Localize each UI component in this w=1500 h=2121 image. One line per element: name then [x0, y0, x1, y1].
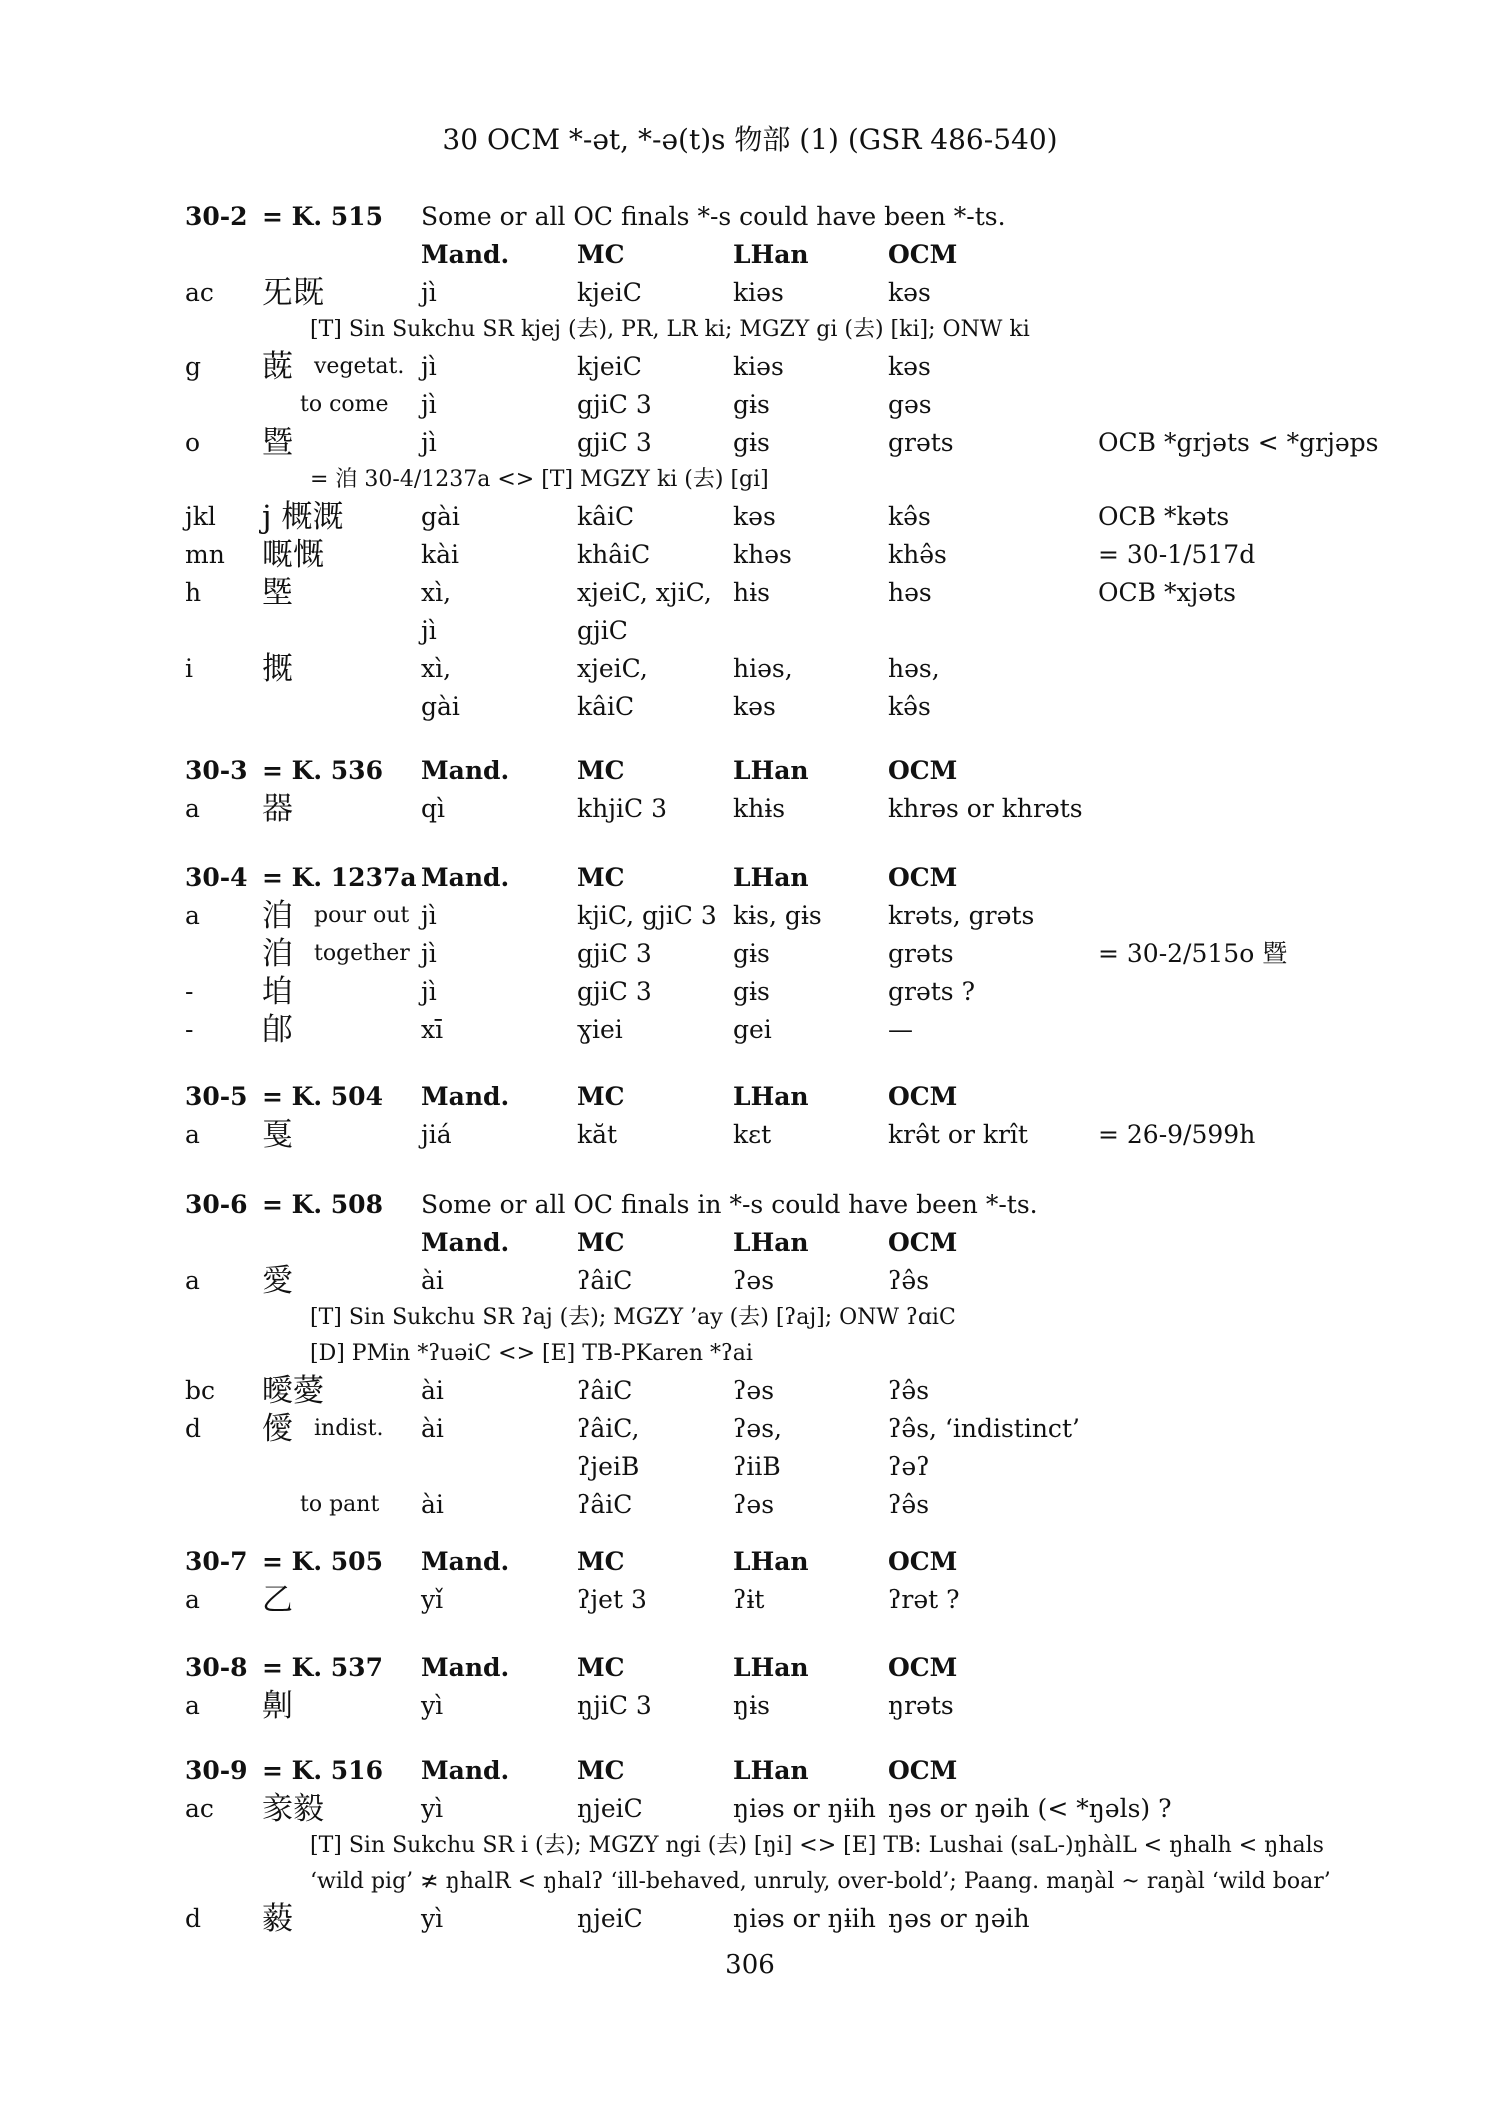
karlgren-reference: = K. 504 [262, 1082, 383, 1111]
entry-row [0, 498, 1500, 536]
column-header: MC [577, 1228, 625, 1257]
group-number: 30-6 [185, 1190, 248, 1219]
later-han-reading: ŋiəs or ŋɨih [733, 1904, 876, 1933]
mandarin-reading: jì [421, 977, 437, 1006]
old-chinese-reading: ŋrəts [888, 1691, 954, 1720]
group-intro: Some or all OC finals *-s could have been *-ts. [421, 202, 1006, 231]
mandarin-reading: yì [421, 1691, 444, 1720]
mandarin-reading: ài [421, 1376, 444, 1405]
entry-letter: ac [185, 1794, 214, 1823]
column-header: LHan [733, 863, 809, 892]
etymology-note [0, 1828, 1500, 1864]
karlgren-reference: = K. 1237a [262, 863, 417, 892]
column-header: Mand. [421, 1653, 510, 1682]
etymology-note [0, 1864, 1500, 1900]
entry-letter: a [185, 901, 200, 930]
later-han-reading: ʔəs [733, 1266, 775, 1295]
entry-letter: a [185, 1585, 200, 1614]
old-chinese-reading: krə̂t or krît [888, 1120, 1028, 1149]
later-han-reading: gei [733, 1015, 772, 1044]
group-heading [0, 859, 1500, 897]
gloss: vegetat. [314, 354, 405, 379]
character: j 概溉 [262, 499, 344, 535]
page-number: 306 [725, 1950, 775, 1980]
old-chinese-reading: ŋəs or ŋəih (< *ŋəls) ? [888, 1794, 1172, 1823]
mandarin-reading: ài [421, 1490, 444, 1519]
mandarin-reading: xì, [421, 578, 452, 607]
entry-row [0, 1900, 1500, 1938]
entry-letter: i [185, 654, 193, 683]
column-header: MC [577, 1653, 625, 1682]
note-text: ‘wild pig’ ≭ ŋhalR < ŋhalʔ ‘ill-behaved, unruly, over-bold’; Paang. maŋàl ~ raŋàl ‘wild boar’ [310, 1869, 1331, 1894]
old-chinese-reading: khrəs or khrəts [888, 794, 1083, 823]
character: 洎 [262, 936, 293, 972]
middle-chinese-reading: kjiC, gjiC 3 [577, 901, 717, 930]
later-han-reading: ʔəs [733, 1490, 775, 1519]
group-heading [0, 1752, 1500, 1790]
middle-chinese-reading: ʔjet 3 [577, 1585, 647, 1614]
entry-row [0, 536, 1500, 574]
mandarin-reading: jì [421, 278, 437, 307]
entry-group [0, 1186, 1500, 1524]
later-han-reading: gɨs [733, 939, 770, 968]
karlgren-reference: = K. 505 [262, 1547, 383, 1576]
later-han-reading: hiəs, [733, 654, 793, 683]
cross-reference: OCB *xjəts [1098, 578, 1236, 607]
middle-chinese-reading: gjiC 3 [577, 428, 652, 457]
cross-reference: OCB *grjəts < *grjəps [1098, 428, 1379, 457]
entry-row [0, 790, 1500, 828]
character: 器 [262, 791, 293, 827]
entry-letter: a [185, 794, 200, 823]
later-han-reading: kɨs, gɨs [733, 901, 822, 930]
gloss: together [314, 941, 410, 966]
group-heading [0, 1543, 1500, 1581]
old-chinese-reading: ʔə̂s [888, 1266, 930, 1295]
later-han-reading: khəs [733, 540, 792, 569]
mandarin-reading: jì [421, 616, 437, 645]
entry-row [0, 1011, 1500, 1049]
mandarin-reading: yì [421, 1794, 444, 1823]
column-header: Mand. [421, 863, 510, 892]
entry-row [0, 935, 1500, 973]
entry-group [0, 1078, 1500, 1154]
old-chinese-reading: kəs [888, 278, 931, 307]
old-chinese-reading: kə̂s [888, 692, 931, 721]
mandarin-reading: xī [421, 1015, 444, 1044]
later-han-reading: ʔəs [733, 1376, 775, 1405]
entry-group [0, 859, 1500, 1049]
column-header: Mand. [421, 756, 510, 785]
note-text: [T] Sin Sukchu SR ʔaj (去); MGZY ’ay (去) [ʔaj]; ONW ʔɑiC [310, 1305, 956, 1330]
character: 乙 [262, 1582, 293, 1618]
entry-row [0, 424, 1500, 462]
entry-row [0, 1790, 1500, 1828]
entry-row [0, 574, 1500, 612]
column-header: MC [577, 240, 625, 269]
karlgren-reference: = K. 508 [262, 1190, 383, 1219]
middle-chinese-reading: kâiC [577, 502, 635, 531]
old-chinese-reading: krəts, grəts [888, 901, 1035, 930]
middle-chinese-reading: ɣiei [577, 1015, 623, 1044]
column-header: LHan [733, 240, 809, 269]
middle-chinese-reading: ŋjeiC [577, 1904, 643, 1933]
entry-row [0, 1448, 1500, 1486]
mandarin-reading: kài [421, 540, 460, 569]
old-chinese-reading: grəts [888, 428, 954, 457]
middle-chinese-reading: khjiC 3 [577, 794, 667, 823]
entry-letter: d [185, 1904, 202, 1933]
entry-letter: - [185, 1015, 194, 1044]
group-heading [0, 1649, 1500, 1687]
entry-row [0, 386, 1500, 424]
old-chinese-reading: khə̂s [888, 540, 947, 569]
later-han-reading: ʔiiB [733, 1452, 781, 1481]
old-chinese-reading: gəs [888, 390, 932, 419]
etymology-note [0, 312, 1500, 348]
mandarin-reading: yì [421, 1904, 444, 1933]
group-heading [0, 1186, 1500, 1224]
old-chinese-reading: ʔə̂s [888, 1490, 930, 1519]
column-header: LHan [733, 1653, 809, 1682]
middle-chinese-reading: kăt [577, 1120, 618, 1149]
entry-letter: - [185, 977, 194, 1006]
old-chinese-reading: kə̂s [888, 502, 931, 531]
middle-chinese-reading: kjeiC [577, 352, 642, 381]
mandarin-reading: jiá [421, 1120, 452, 1149]
middle-chinese-reading: gjiC 3 [577, 977, 652, 1006]
entry-row [0, 973, 1500, 1011]
mandarin-reading: qì [421, 794, 445, 823]
group-number: 30-7 [185, 1547, 248, 1576]
middle-chinese-reading: ʔjeiB [577, 1452, 640, 1481]
column-header: OCM [888, 1228, 958, 1257]
middle-chinese-reading: ʔâiC [577, 1266, 633, 1295]
middle-chinese-reading: xjeiC, [577, 654, 648, 683]
middle-chinese-reading: kâiC [577, 692, 635, 721]
column-header: MC [577, 1082, 625, 1111]
old-chinese-reading: grəts [888, 939, 954, 968]
later-han-reading: kiəs [733, 352, 784, 381]
character: 暨 [262, 425, 293, 461]
old-chinese-reading: həs, [888, 654, 940, 683]
etymology-note [0, 462, 1500, 498]
column-header: MC [577, 1756, 625, 1785]
entry-letter: bc [185, 1376, 216, 1405]
mandarin-reading: yǐ [421, 1585, 444, 1614]
later-han-reading: ʔəs, [733, 1414, 782, 1443]
gloss: to pant [300, 1492, 380, 1517]
column-header: OCM [888, 1082, 958, 1111]
middle-chinese-reading: khâiC [577, 540, 651, 569]
column-header: Mand. [421, 1756, 510, 1785]
entry-row [0, 348, 1500, 386]
old-chinese-reading: ŋəs or ŋəih [888, 1904, 1030, 1933]
later-han-reading: khɨs [733, 794, 786, 823]
mandarin-reading: ài [421, 1266, 444, 1295]
note-text: [T] Sin Sukchu SR kjej (去), PR, LR ki; MGZY gi (去) [ki]; ONW ki [310, 317, 1030, 342]
column-header: OCM [888, 1756, 958, 1785]
character: 愛 [262, 1263, 293, 1299]
entry-row [0, 1486, 1500, 1524]
character: 郋 [262, 1012, 293, 1048]
entry-letter: a [185, 1691, 200, 1720]
cross-reference: = 30-2/515o 暨 [1098, 939, 1288, 968]
etymology-note [0, 1336, 1500, 1372]
etymology-note [0, 1300, 1500, 1336]
group-number: 30-4 [185, 863, 248, 892]
cross-reference: = 30-1/517d [1098, 540, 1256, 569]
middle-chinese-reading: ʔâiC [577, 1490, 633, 1519]
gloss: pour out [314, 903, 410, 928]
old-chinese-reading: ʔəʔ [888, 1452, 930, 1481]
karlgren-reference: = K. 536 [262, 756, 383, 785]
entry-group [0, 1649, 1500, 1725]
middle-chinese-reading: ŋjiC 3 [577, 1691, 652, 1720]
entry-row [0, 688, 1500, 726]
column-header: Mand. [421, 1547, 510, 1576]
middle-chinese-reading: ŋjeiC [577, 1794, 643, 1823]
entry-letter: g [185, 352, 202, 381]
old-chinese-reading: kəs [888, 352, 931, 381]
entry-row [0, 1116, 1500, 1154]
column-header: MC [577, 1547, 625, 1576]
column-header: OCM [888, 756, 958, 785]
character: 曖薆 [262, 1373, 324, 1409]
column-header: OCM [888, 1653, 958, 1682]
column-header: MC [577, 863, 625, 892]
column-headers [0, 1224, 1500, 1262]
later-han-reading: kəs [733, 502, 776, 531]
character: 劓 [262, 1688, 293, 1724]
character: 戛 [262, 1117, 293, 1153]
character: 洎 [262, 898, 293, 934]
character: 嘅慨 [262, 537, 324, 573]
mandarin-reading: jì [421, 428, 437, 457]
group-number: 30-9 [185, 1756, 248, 1785]
entry-letter: ac [185, 278, 214, 307]
entry-letter: o [185, 428, 201, 457]
group-number: 30-5 [185, 1082, 248, 1111]
gloss: to come [300, 392, 389, 417]
middle-chinese-reading: ʔâiC, [577, 1414, 640, 1443]
entry-row [0, 897, 1500, 935]
later-han-reading: kɛt [733, 1120, 772, 1149]
mandarin-reading: gài [421, 502, 460, 531]
column-header: LHan [733, 1547, 809, 1576]
column-header: Mand. [421, 1082, 510, 1111]
later-han-reading: ŋiəs or ŋɨih [733, 1794, 876, 1823]
column-header: OCM [888, 863, 958, 892]
middle-chinese-reading: gjiC 3 [577, 390, 652, 419]
character: 塈 [262, 575, 293, 611]
entry-row [0, 1581, 1500, 1619]
column-header: OCM [888, 1547, 958, 1576]
later-han-reading: gɨs [733, 390, 770, 419]
karlgren-reference: = K. 515 [262, 202, 383, 231]
later-han-reading: kəs [733, 692, 776, 721]
column-headers [0, 236, 1500, 274]
old-chinese-reading: həs [888, 578, 932, 607]
mandarin-reading: gài [421, 692, 460, 721]
later-han-reading: gɨs [733, 428, 770, 457]
old-chinese-reading: grəts ? [888, 977, 975, 1006]
group-number: 30-3 [185, 756, 248, 785]
column-header: LHan [733, 1756, 809, 1785]
entry-group [0, 198, 1500, 726]
column-header: LHan [733, 1228, 809, 1257]
karlgren-reference: = K. 516 [262, 1756, 383, 1785]
entry-row [0, 274, 1500, 312]
entry-row [0, 612, 1500, 650]
group-heading [0, 752, 1500, 790]
character: 豙毅 [262, 1791, 324, 1827]
entry-letter: h [185, 578, 202, 607]
note-text: [D] PMin *ʔuəiC <> [E] TB-PKaren *ʔai [310, 1341, 753, 1366]
later-han-reading: kiəs [733, 278, 784, 307]
entry-letter: d [185, 1414, 202, 1443]
mandarin-reading: jì [421, 390, 437, 419]
mandarin-reading: jì [421, 352, 437, 381]
later-han-reading: gɨs [733, 977, 770, 1006]
cross-reference: OCB *kəts [1098, 502, 1230, 531]
middle-chinese-reading: ʔâiC [577, 1376, 633, 1405]
group-intro: Some or all OC finals in *-s could have been *-ts. [421, 1190, 1038, 1219]
note-text: = 洎 30-4/1237a <> [T] MGZY ki (去) [gi] [310, 467, 769, 492]
character: 旡既 [262, 275, 324, 311]
gloss: indist. [314, 1416, 384, 1441]
mandarin-reading: ài [421, 1414, 444, 1443]
middle-chinese-reading: gjiC [577, 616, 628, 645]
later-han-reading: ʔɨt [733, 1585, 765, 1614]
middle-chinese-reading: gjiC 3 [577, 939, 652, 968]
entry-row [0, 1262, 1500, 1300]
mandarin-reading: xì, [421, 654, 452, 683]
character: 蔇 [262, 349, 293, 385]
page-header: 30 OCM *-ət, *-ə(t)s 物部 (1) (GSR 486-540) [442, 123, 1058, 156]
entry-group [0, 1543, 1500, 1619]
middle-chinese-reading: xjeiC, xjiC, [577, 578, 712, 607]
entry-row [0, 1410, 1500, 1448]
old-chinese-reading: ʔrət ? [888, 1585, 960, 1614]
mandarin-reading: jì [421, 939, 437, 968]
old-chinese-reading: ʔə̂s [888, 1376, 930, 1405]
character: 摡 [262, 651, 293, 687]
group-heading [0, 198, 1500, 236]
column-header: LHan [733, 1082, 809, 1111]
entry-row [0, 650, 1500, 688]
entry-letter: mn [185, 540, 225, 569]
character: 藙 [262, 1901, 293, 1937]
entry-row [0, 1687, 1500, 1725]
middle-chinese-reading: kjeiC [577, 278, 642, 307]
group-number: 30-2 [185, 202, 248, 231]
later-han-reading: hɨs [733, 578, 770, 607]
character: 僾 [262, 1411, 293, 1447]
group-heading [0, 1078, 1500, 1116]
entry-group [0, 1752, 1500, 1938]
later-han-reading: ŋɨs [733, 1691, 770, 1720]
column-header: Mand. [421, 240, 510, 269]
entry-group [0, 752, 1500, 828]
entry-letter: a [185, 1120, 200, 1149]
entry-letter: jkl [185, 502, 216, 531]
mandarin-reading: jì [421, 901, 437, 930]
karlgren-reference: = K. 537 [262, 1653, 383, 1682]
entry-row [0, 1372, 1500, 1410]
column-header: Mand. [421, 1228, 510, 1257]
character: 垍 [262, 974, 293, 1010]
cross-reference: = 26-9/599h [1098, 1120, 1256, 1149]
group-number: 30-8 [185, 1653, 248, 1682]
column-header: MC [577, 756, 625, 785]
column-header: OCM [888, 240, 958, 269]
old-chinese-reading: — [888, 1015, 913, 1044]
entry-letter: a [185, 1266, 200, 1295]
note-text: [T] Sin Sukchu SR i (去); MGZY ngi (去) [ŋi] <> [E] TB: Lushai (saL-)ŋhàlL < ŋhalh < ŋhals [310, 1833, 1324, 1858]
old-chinese-reading: ʔə̂s, ‘indistinct’ [888, 1414, 1080, 1443]
column-header: LHan [733, 756, 809, 785]
